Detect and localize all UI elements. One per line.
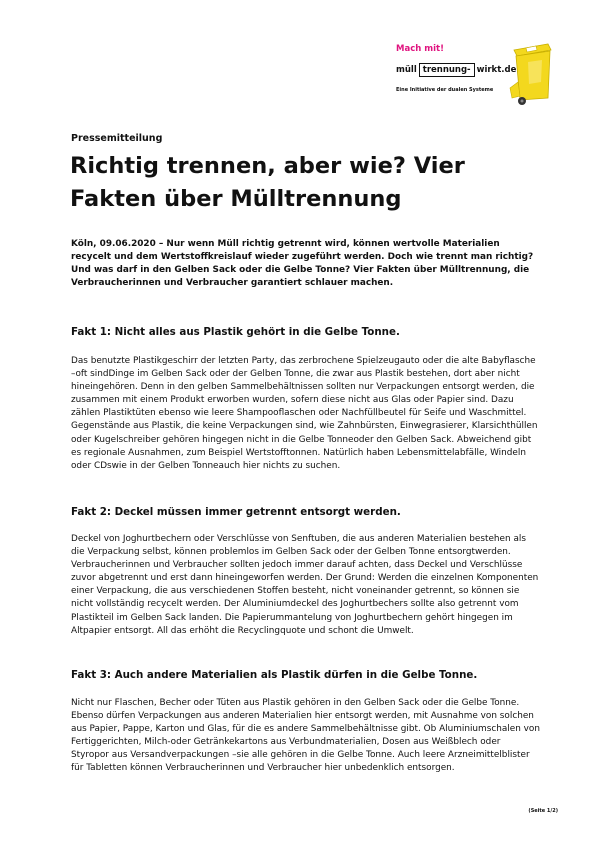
logo [396, 38, 556, 108]
logo-wordmark [396, 62, 516, 77]
logo-mach-mit: Mach mit! [396, 44, 444, 54]
section-heading-1: Fakt 1: Nicht alles aus Plastik gehört in die Gelbe Tonne. [71, 326, 400, 338]
section-heading-2: Fakt 2: Deckel müssen immer getrennt entsorgt werden. [71, 506, 401, 518]
logo-part-trennung: trennung- [419, 63, 475, 77]
page-title: Richtig trennen, aber wie? Vier Fakten über Mülltrennung [70, 153, 465, 212]
section-body-1: Das benutzte Plastikgeschirr der letzten Party, das zerbrochene Spielzeugauto oder die alte Babyflasche –oft sindDinge im Gelben Sack oder der Gelben Tonne, die zwar aus Plastik bestehen, dort aber nicht hineingehören. Denn in den gelben Sammelbehältnissen sollten nur Verpackungen entsorgt werden, die zusammen mit einem Produkt erworben wurden, sofern diese nicht aus Glas oder Papier sind. Dazu zählen Plastiktüten ebenso wie leere Shampooflaschen oder Nachfüllbeutel für Seife und Waschmittel. Gegenstände aus Plastik, die keine Verpackungen sind, wie Zahnbürsten, Einwegrasierer, Klarsichthüllen oder Kugelschreiber gehören hingegen nicht in die Gelbe Tonneoder den Gelben Sack. Abweichend gibt es regionale Ausnahmen, zum Beispiel Wertstofftonnen. Natürlich haben Lebensmittelabfälle, Windeln oder CDswie in der Gelben Tonneauch hier nichts zu suchen. [71, 356, 538, 471]
kicker: Pressemitteilung [71, 133, 163, 144]
logo-tagline: Eine Initiative der dualen Systeme [396, 87, 494, 93]
logo-part-muell: müll [396, 64, 417, 75]
section-heading-3: Fakt 3: Auch andere Materialien als Plastik dürfen in die Gelbe Tonne. [71, 669, 478, 681]
section-body-3: Nicht nur Flaschen, Becher oder Tüten aus Plastik gehören in den Gelben Sack oder die Gelbe Tonne. Ebenso dürfen Verpackungen aus anderen Materialien hier entsorgt werden, mit Ausnahme von solchen aus Papier, Pappe, Karton und Glas, für die es andere Sammelbehältnisse gibt. Ob Aluminiumschalen von Fertiggerichten, Milch-oder Getränkekartons aus Verbundmaterialien, Dosen aus Weißblech oder Styropor aus Versandverpackungen –sie alle gehören in die Gelbe Tonne. Auch leere Arzneimittelblister für Tabletten können Verbraucherinnen und Verbraucher hier unbedenklich entsorgen. [71, 698, 540, 774]
logo-part-wirkt: wirkt.de [476, 64, 517, 75]
yellow-bin-icon [508, 38, 554, 106]
intro-paragraph: Köln, 09.06.2020 – Nur wenn Müll richtig getrennt wird, können wertvolle Materialien recycelt und dem Wertstoffkreislauf wieder zugeführt werden. Doch wie trennt man richtig? Und was darf in den Gelben Sack oder die Gelbe Tonne? Vier Fakten über Mülltrennung, die Verbraucherinnen und Verbraucher garantiert schlauer machen. [71, 239, 534, 289]
section-body-2: Deckel von Joghurtbechern oder Verschlüsse von Senftuben, die aus anderen Materialien bestehen als die Verpackung selbst, können problemlos im Gelben Sack oder der Gelben Tonne entsorgtwerden. Verbraucherinnen und Verbraucher sollten jedoch immer darauf achten, dass Deckel und Verschlüsse zuvor abgetrennt und erst dann hineingeworfen werden. Der Grund: Werden die einzelnen Komponenten einer Verpackung, die aus verschiedenen Stoffen besteht, nicht voneinander getrennt, so können sie nicht vollständig recycelt werden. Der Aluminiumdeckel des Joghurtbechers sollte also getrennt vom Plastikteil im Gelben Sack landen. Die Papierummantelung von Joghurtbechern gehört hingegen im Altpapier entsorgt. All das erhöht die Recyclingquote und schont die Umwelt. [71, 534, 539, 636]
page-number: (Seite 1/2) [528, 808, 558, 814]
